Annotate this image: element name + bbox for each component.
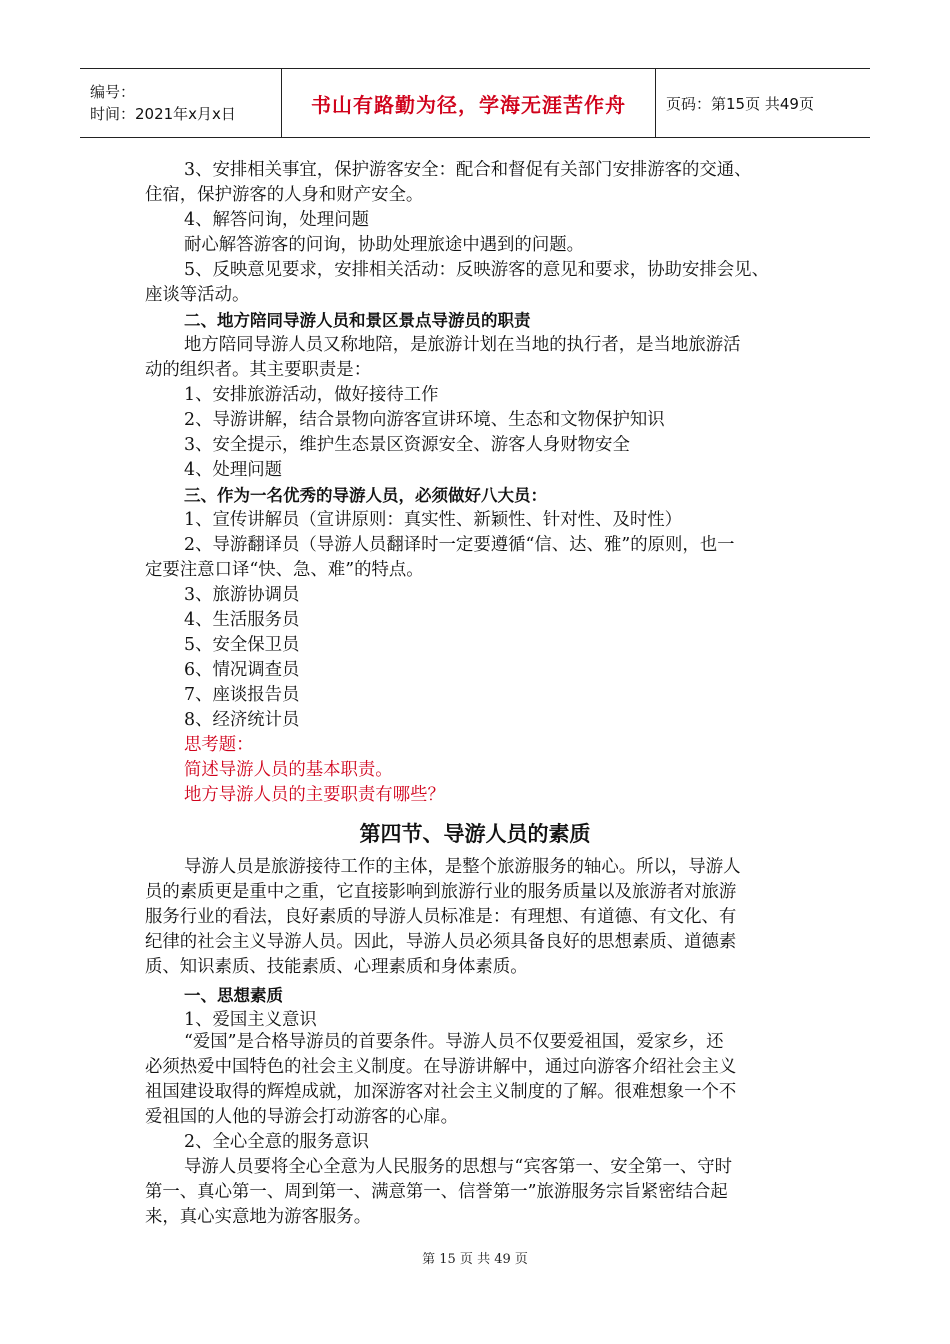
document-number: 编号： [90, 83, 136, 101]
list-item: 6、情况调查员 [184, 660, 300, 680]
paragraph-line: 住宿，保护游客的人身和财产安全。 [145, 185, 424, 205]
paragraph-line: 导游人员要将全心全意为人民服务的思想与“宾客第一、安全第一、守时 [184, 1157, 733, 1177]
section-heading: 三、作为一名优秀的导游人员，必须做好八大员： [184, 486, 547, 505]
section-heading: 一、思想素质 [184, 986, 283, 1005]
paragraph-line: 动的组织者。其主要职责是： [145, 360, 372, 380]
paragraph-line: 地方陪同导游人员又称地陪，是旅游计划在当地的执行者，是当地旅游活 [184, 335, 741, 355]
exercise-heading: 思考题： [184, 735, 254, 755]
paragraph-line: 5、反映意见要求，安排相关活动：反映游客的意见和要求，协助安排会见、 [184, 260, 769, 280]
paragraph-line: 第一、真心第一、周到第一、满意第一、信誉第一”旅游服务宗旨紧密结合起 [145, 1182, 728, 1202]
paragraph-line: 纪律的社会主义导游人员。因此，导游人员必须具备良好的思想素质、道德素 [145, 932, 737, 952]
list-item: 3、旅游协调员 [184, 585, 300, 605]
list-item: 8、经济统计员 [184, 710, 300, 730]
list-item: 2、导游讲解，结合景物向游客宣讲环境、生态和文物保护知识 [184, 410, 665, 430]
list-item: 3、安全提示，维护生态景区资源安全、游客人身财物安全 [184, 435, 630, 455]
list-item: 4、生活服务员 [184, 610, 300, 630]
paragraph-line: 必须热爱中国特色的社会主义制度。在导游讲解中，通过向游客介绍社会主义 [145, 1057, 737, 1077]
header-meta [80, 69, 282, 137]
paragraph-line: 服务行业的看法，良好素质的导游人员标准是：有理想、有道德、有文化、有 [145, 907, 737, 927]
list-item: 5、安全保卫员 [184, 635, 300, 655]
paragraph-line: 3、安排相关事宜，保护游客安全：配合和督促有关部门安排游客的交通、 [184, 160, 752, 180]
document-date: 时间：2021年x月x日 [90, 105, 236, 123]
exercise-question: 地方导游人员的主要职责有哪些？ [184, 785, 445, 805]
paragraph-line: 导游人员是旅游接待工作的主体，是整个旅游服务的轴心。所以，导游人 [184, 857, 741, 877]
paragraph-line: 耐心解答游客的问询，协助处理旅途中遇到的问题。 [184, 235, 584, 255]
list-item: 1、宣传讲解员（宣讲原则：真实性、新颖性、针对性、及时性） [184, 510, 683, 530]
page-number-label: 页码：第15页 共49页 [666, 94, 814, 113]
paragraph-line: 定要注意口译“快、急、难”的特点。 [145, 560, 424, 580]
list-item: 2、全心全意的服务意识 [184, 1132, 369, 1152]
exercise-question: 简述导游人员的基本职责。 [184, 760, 393, 780]
paragraph-line: 来，真心实意地为游客服务。 [145, 1207, 372, 1227]
paragraph-line: 祖国建设取得的辉煌成就，加深游客对社会主义制度的了解。很难想象一个不 [145, 1082, 737, 1102]
list-item: 7、座谈报告员 [184, 685, 300, 705]
paragraph-line: 员的素质更是重中之重，它直接影响到旅游行业的服务质量以及旅游者对旅游 [145, 882, 737, 902]
paragraph-line: 座谈等活动。 [145, 285, 250, 305]
list-item: 1、安排旅游活动，做好接待工作 [184, 385, 439, 405]
paragraph-line: 爱祖国的人他的导游会打动游客的心扉。 [145, 1107, 459, 1127]
list-item: 2、导游翻译员（导游人员翻译时一定要遵循“信、达、雅”的原则，也一 [184, 535, 735, 555]
motto-text: 书山有路勤为径，学海无涯苦作舟 [311, 92, 626, 117]
section-heading: 二、地方陪同导游人员和景区景点导游员的职责 [184, 311, 531, 330]
paragraph-line: “爱国”是合格导游员的首要条件。导游人员不仅要爱祖国，爱家乡，还 [184, 1032, 724, 1052]
list-item: 1、爱国主义意识 [184, 1010, 317, 1030]
list-item: 4、解答问询，处理问题 [184, 210, 369, 230]
list-item: 4、处理问题 [184, 460, 283, 480]
paragraph-line: 质、知识素质、技能素质、心理素质和身体素质。 [145, 957, 528, 977]
page-header [80, 68, 870, 138]
header-page [656, 69, 870, 137]
chapter-section-title: 第四节、导游人员的素质 [359, 822, 591, 846]
page-footer: 第 15 页 共 49 页 [422, 1252, 528, 1267]
header-motto [282, 69, 656, 137]
